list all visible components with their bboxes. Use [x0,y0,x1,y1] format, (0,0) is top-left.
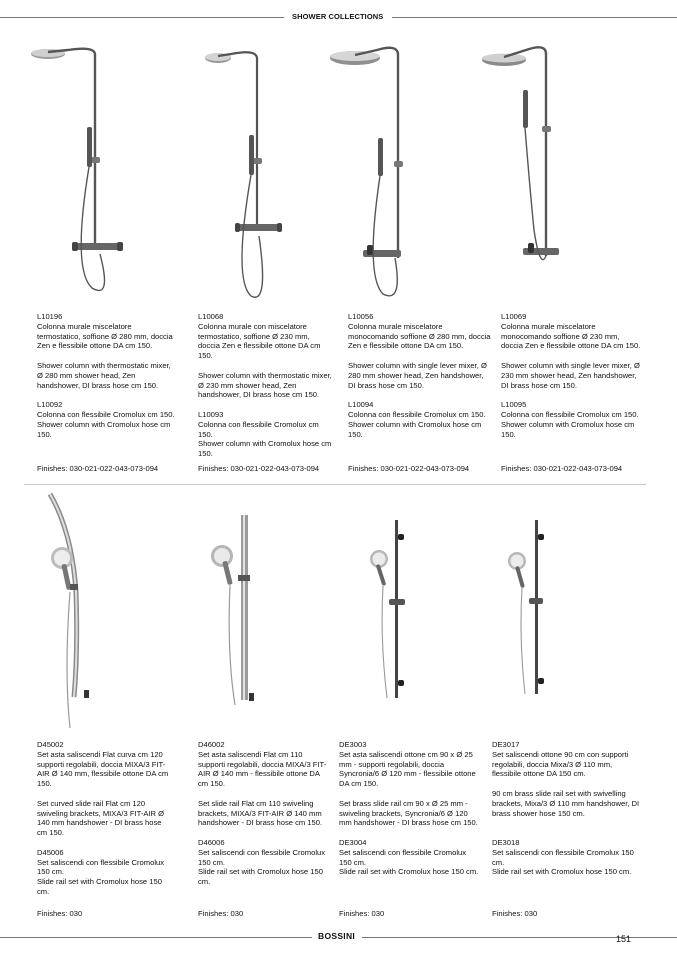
product-desc-en: Set slide rail Flat cm 110 swiveling brackets, MIXA/3 FIT-AIR Ø 140 mm handshower - DI brass hose cm 150. [198,798,323,828]
product-code: L10056 [348,312,374,321]
variant-desc-it: Set saliscendi con flessibile Cromolux 150 cm. [198,847,326,867]
section-divider [24,484,646,485]
product-image-d46002 [205,515,265,715]
variant-desc-it: Colonna con flessibile Cromolux cm 150. [198,419,319,439]
variant-desc-it: Set saliscendi con flessibile Cromolux 150 cm. [492,847,634,867]
product-desc-en: Shower column with single lever mixer, Ø 230 mm shower head, Zen handshower, DI brass hose cm 150. [501,360,640,390]
product-desc-en: Shower column with thermostatic mixer, Ø 280 mm shower head, Zen handshower, DI brass hose cm 150. [37,360,171,390]
product-desc-it: Colonna murale con miscelatore termostatico, soffione Ø 230 mm, doccia Zen e flessibile ottone DA cm 150. [198,321,321,361]
brand-logo: BOSSINI [318,931,356,941]
variant-desc-en: Slide rail set with Cromolux hose 150 cm. [198,867,323,887]
product-block-5 [37,740,172,897]
product-desc-it: Set asta saliscendi Flat curva cm 120 supporti regolabili, doccia MIXA/3 FIT-AIR Ø 140 mm, flessibile ottone DA cm 150. [37,749,169,789]
header-rule-right [392,17,677,18]
product-desc-it: Set saliscendi ottone 90 cm con supporti regolabili, doccia Mixa/3 Ø 110 mm, flessibile ottone DA 150 cm. [492,749,629,779]
variant-desc-en: Shower column with Cromolux hose cm 150. [348,419,482,439]
variant-code: L10094 [348,400,374,410]
product-block-2 [198,312,333,459]
product-code: L10069 [501,312,527,321]
finishes-label: Finishes: 030 [198,909,244,918]
product-code: DE3003 [339,740,367,749]
product-block-3 [348,312,493,439]
variant-desc-it: Set saliscendi con flessibile Cromolux 150 cm. [37,857,165,877]
product-desc-it: Colonna murale miscelatore monocomando soffione Ø 230 mm, doccia Zen e flessibile ottone DA cm 150. [501,321,641,351]
header-rule-left [0,17,284,18]
variant-desc-en: Slide rail set with Cromolux hose 150 cm. [492,867,632,877]
finishes-label: Finishes: 030 [37,909,83,918]
product-code: DE3017 [492,740,520,749]
finishes-label: Finishes: 030 [339,909,385,918]
variant-desc-it: Colonna con flessibile Cromolux cm 150. [348,409,486,419]
variant-code: DE3004 [339,837,367,847]
product-desc-en: Shower column with single lever mixer, Ø 280 mm shower head, Zen handshower, DI brass hose cm 150. [348,360,487,390]
product-block-4 [501,312,641,439]
finishes-label: Finishes: 030-021-022-043-073-094 [37,464,159,473]
product-image-de3003 [365,520,425,705]
variant-desc-it: Colonna con flessibile Cromolux cm 150. [501,409,639,419]
product-desc-it: Colonna murale miscelatore monocomando soffione Ø 280 mm, doccia Zen e flessibile ottone DA cm 150. [348,321,491,351]
variant-code: DE3018 [492,837,520,847]
product-desc-it: Colonna murale miscelatore termostatico, soffione Ø 280 mm, doccia Zen e flessibile ottone DA cm 150. [37,321,173,351]
footer-rule-left [0,937,312,938]
variant-code: L10092 [37,400,63,410]
variant-code: D46006 [198,837,225,847]
variant-desc-it: Set saliscendi con flessibile Cromolux 150 cm. [339,847,467,867]
finishes-label: Finishes: 030-021-022-043-073-094 [348,464,470,473]
product-desc-en: 90 cm brass slide rail set with swivelling brackets, Mixa/3 Ø 110 mm handshower, DI brass shower hose 150 cm. [492,788,640,818]
product-desc-it: Set asta saliscendi Flat cm 110 supporti regolabili, doccia MIXA/3 FIT-AIR Ø 140 mm - flessibile ottone DA cm 150. [198,749,327,789]
product-code: L10196 [37,312,63,321]
finishes-label: Finishes: 030-021-022-043-073-094 [501,464,623,473]
variant-desc-en: Shower column with Cromolux hose cm 150. [501,419,635,439]
variant-code: L10095 [501,400,527,410]
product-code: D45002 [37,740,64,749]
product-image-d45002 [40,492,110,737]
variant-desc-en: Shower column with Cromolux hose cm 150. [198,439,332,459]
product-block-1 [37,312,177,439]
product-block-6 [198,740,328,887]
product-desc-it: Set asta saliscendi ottone cm 90 x Ø 25 mm - supporti regolabili, doccia Syncronia/6 Ø 120 mm - flessibile ottone DA cm 150. [339,749,476,789]
product-code: D46002 [198,740,225,749]
variant-desc-en: Shower column with Cromolux hose cm 150. [37,419,171,439]
product-image-de3017 [505,520,565,705]
section-title: SHOWER COLLECTIONS [292,12,384,21]
finishes-label: Finishes: 030-021-022-043-073-094 [198,464,320,473]
product-image-l10068 [193,40,283,310]
product-code: L10068 [198,312,224,321]
product-desc-en: Shower column with thermostatic mixer, Ø 230 mm shower head, Zen handshower, DI brass hose cm 150. [198,370,332,400]
product-block-7 [339,740,479,877]
finishes-label: Finishes: 030 [492,909,538,918]
variant-code: D45006 [37,847,64,857]
variant-desc-en: Slide rail set with Cromolux hose 150 cm. [339,867,479,877]
product-image-l10069 [476,40,586,310]
product-image-l10056 [325,36,425,306]
page-number: 151 [616,934,632,944]
product-desc-en: Set curved slide rail Flat cm 120 swiveling brackets, MIXA/3 FIT-AIR Ø 140 mm handshower - DI brass hose cm 150. [37,798,165,838]
product-image-l10196 [28,40,138,310]
variant-desc-it: Colonna con flessibile Cromolux cm 150. [37,409,175,419]
variant-code: L10093 [198,409,224,419]
variant-desc-en: Slide rail set with Cromolux hose 150 cm. [37,877,162,896]
product-desc-en: Set brass slide rail cm 90 x Ø 25 mm - swiveling brackets, Syncronia/6 Ø 120 mm handshower - DI brass hose cm 150. [339,798,478,828]
product-block-8 [492,740,642,877]
